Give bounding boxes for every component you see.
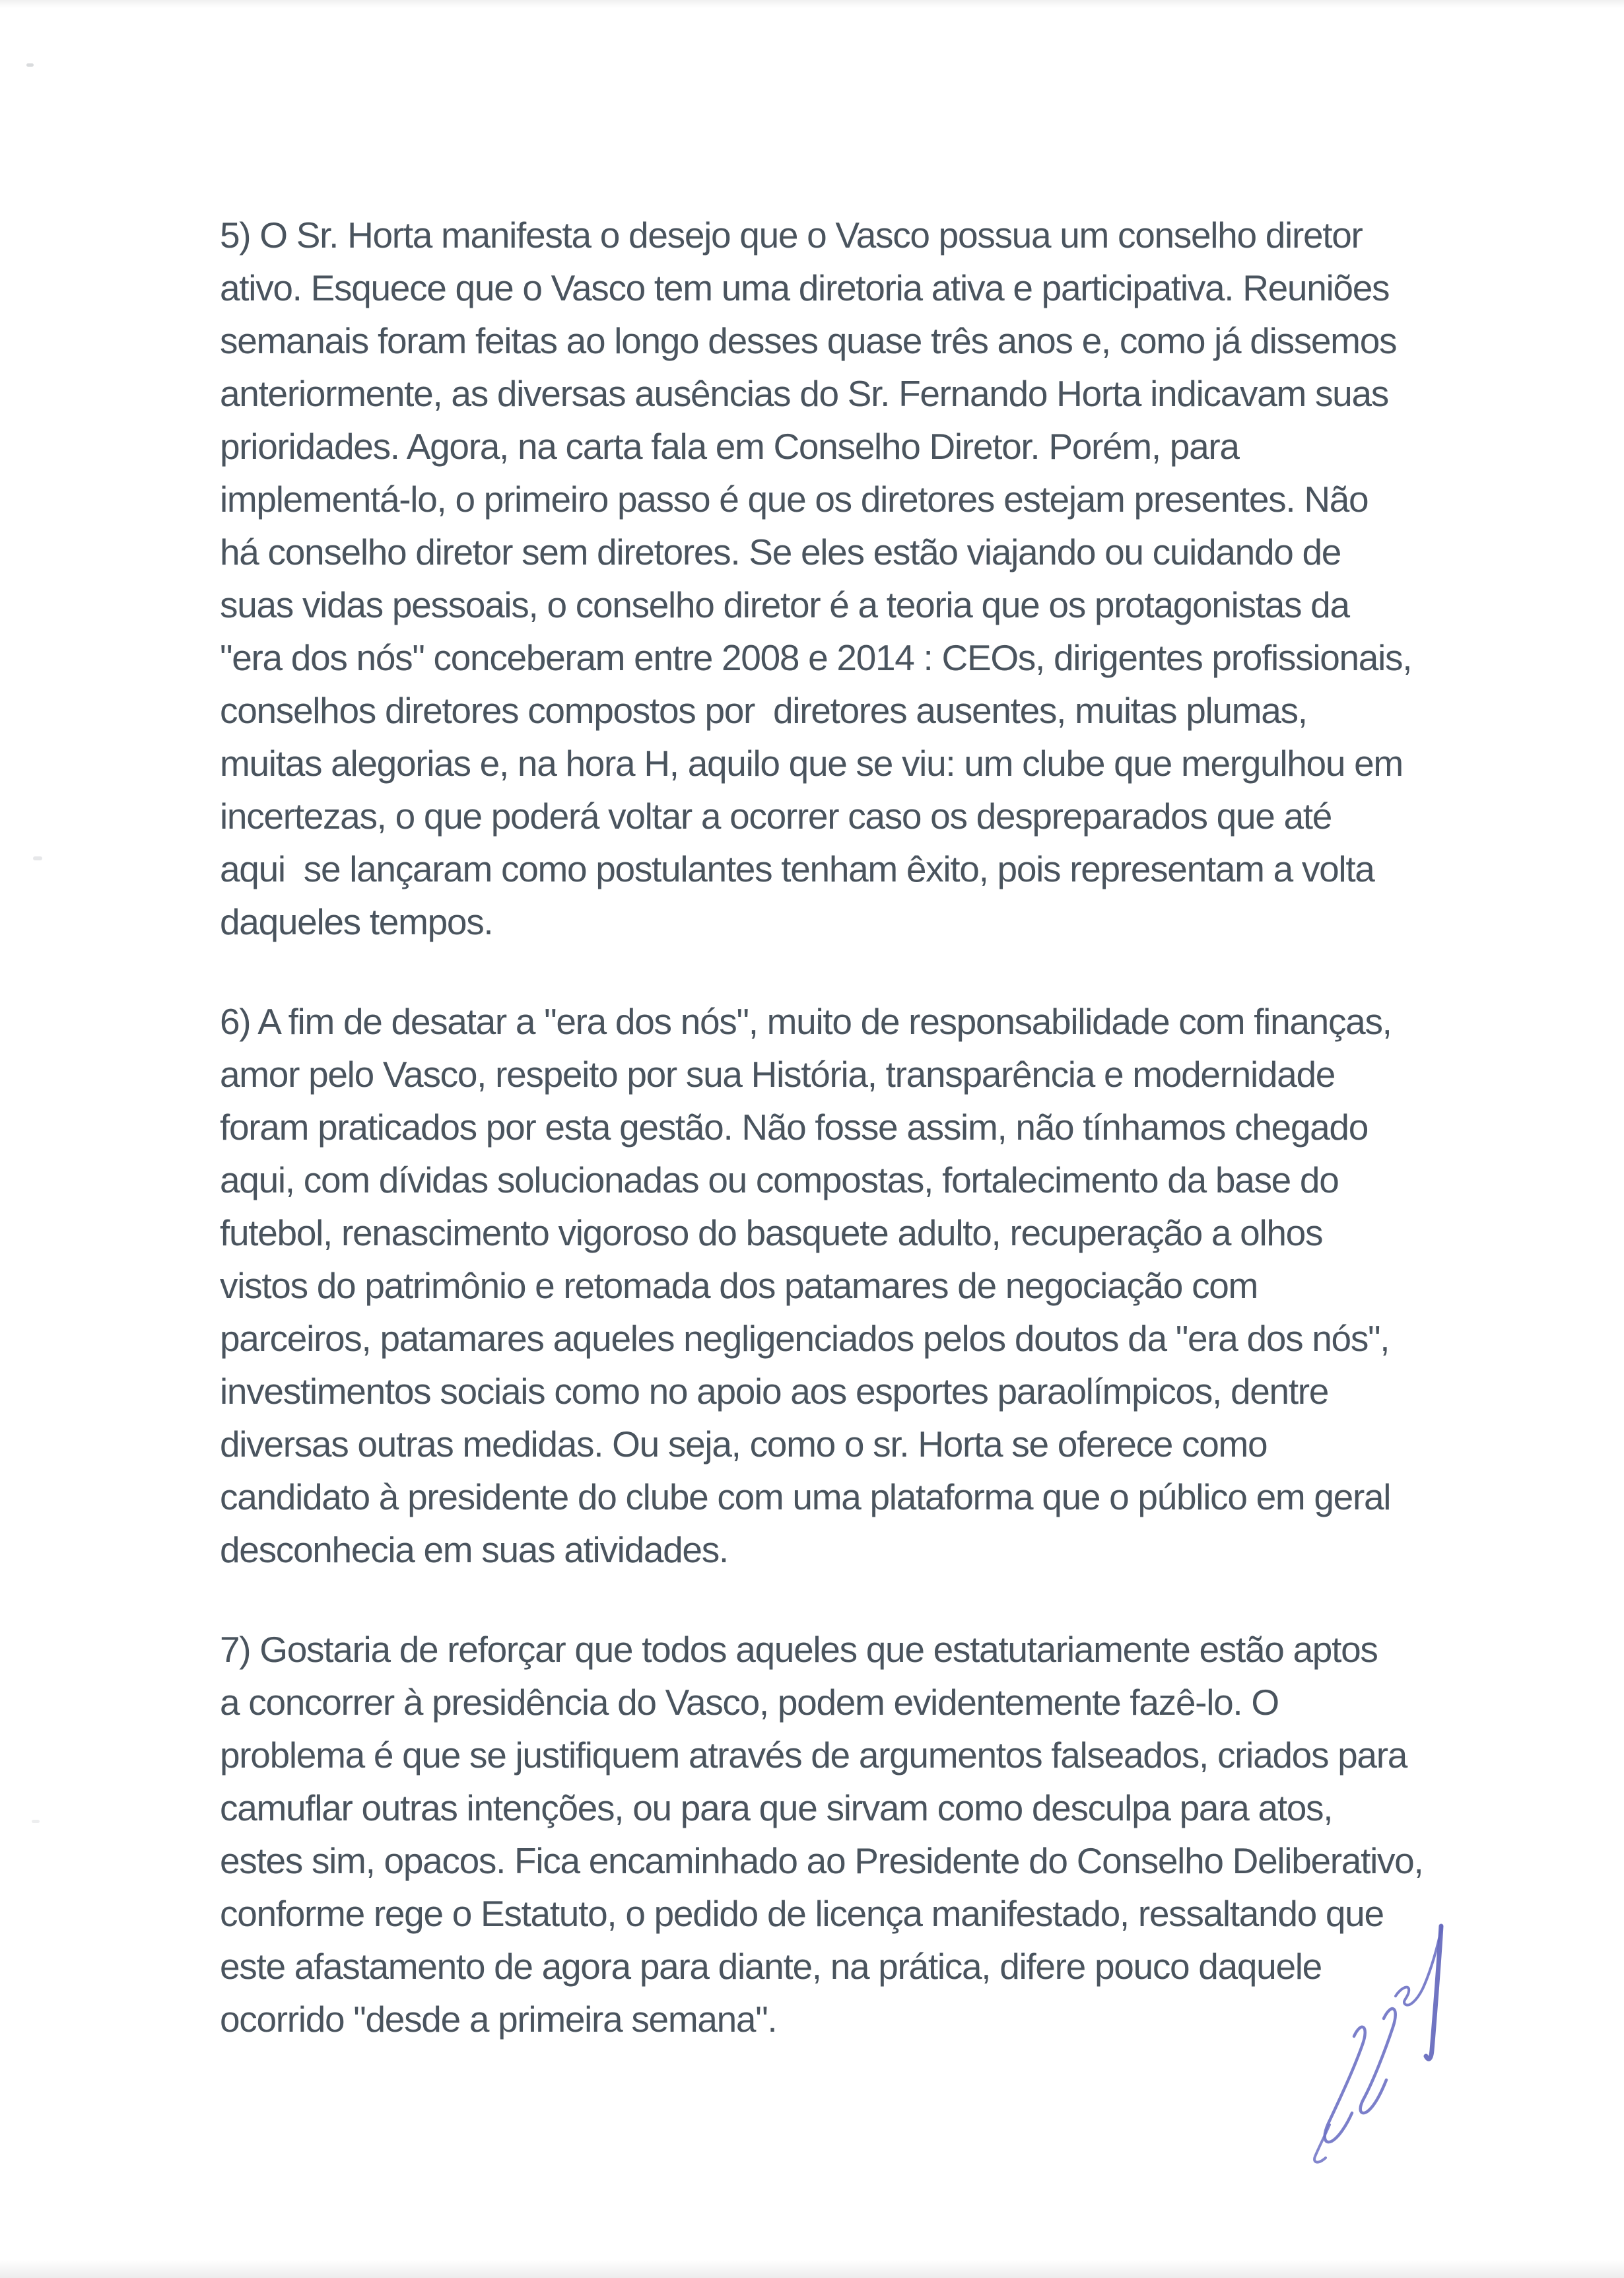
text-line: a concorrer à presidência do Vasco, podem evidentemente fazê-lo. O: [220, 1682, 1279, 1723]
text-line: ativo. Esquece que o Vasco tem uma diretoria ativa e participativa. Reuniões: [220, 267, 1390, 308]
text-line: incertezas, o que poderá voltar a ocorrer caso os despreparados que até: [220, 796, 1332, 837]
text-line: semanais foram feitas ao longo desses quase três anos e, como já dissemos: [220, 320, 1397, 361]
paragraph: [220, 209, 1448, 948]
text-line: vistos do patrimônio e retomada dos patamares de negociação com: [220, 1265, 1258, 1306]
text-line: camuflar outras intenções, ou para que sirvam como desculpa para atos,: [220, 1787, 1333, 1828]
text-line: "era dos nós" conceberam entre 2008 e 2014 : CEOs, dirigentes profissionais,: [220, 637, 1412, 678]
text-line: problema é que se justifiquem através de argumentos falseados, criados para: [220, 1735, 1407, 1776]
text-line: 5) O Sr. Horta manifesta o desejo que o Vasco possua um conselho diretor: [220, 215, 1363, 256]
scan-edge-shadow-top: [0, 0, 1624, 8]
text-line: aqui, com dívidas solucionadas ou compostas, fortalecimento da base do: [220, 1159, 1339, 1200]
text-line: este afastamento de agora para diante, na prática, difere pouco daquele: [220, 1946, 1322, 1987]
text-line: há conselho diretor sem diretores. Se eles estão viajando ou cuidando de: [220, 532, 1341, 572]
text-line: muitas alegorias e, na hora H, aquilo que se viu: um clube que mergulhou em: [220, 743, 1403, 784]
text-line: desconhecia em suas atividades.: [220, 1529, 728, 1570]
scan-artifact: [33, 856, 42, 860]
signature-ink: [1287, 1888, 1499, 2166]
text-line: implementá-lo, o primeiro passo é que os diretores estejam presentes. Não: [220, 479, 1369, 520]
text-line: candidato à presidente do clube com uma plataforma que o público em geral: [220, 1476, 1391, 1517]
scan-artifact: [26, 63, 34, 67]
text-line: conselhos diretores compostos por diretores ausentes, muitas plumas,: [220, 690, 1307, 731]
text-line: suas vidas pessoais, o conselho diretor é a teoria que os protagonistas da: [220, 584, 1349, 625]
text-line: amor pelo Vasco, respeito por sua História, transparência e modernidade: [220, 1054, 1336, 1095]
text-line: 7) Gostaria de reforçar que todos aqueles que estatutariamente estão aptos: [220, 1629, 1378, 1670]
text-line: anteriormente, as diversas ausências do Sr. Fernando Horta indicavam suas: [220, 373, 1388, 414]
scan-edge-shadow-bottom: [0, 2260, 1624, 2278]
text-line: futebol, renascimento vigoroso do basquete adulto, recuperação a olhos: [220, 1212, 1323, 1253]
text-line: foram praticados por esta gestão. Não fosse assim, não tínhamos chegado: [220, 1107, 1369, 1148]
paragraph: [220, 995, 1448, 1576]
text-line: ocorrido "desde a primeira semana".: [220, 1999, 777, 2040]
text-line: parceiros, patamares aqueles negligenciados pelos doutos da "era dos nós",: [220, 1318, 1390, 1359]
text-line: estes sim, opacos. Fica encaminhado ao Presidente do Conselho Deliberativo,: [220, 1840, 1423, 1881]
text-line: diversas outras medidas. Ou seja, como o sr. Horta se oferece como: [220, 1424, 1268, 1465]
signature: [1287, 1888, 1499, 2166]
text-line: 6) A fim de desatar a "era dos nós", muito de responsabilidade com finanças,: [220, 1001, 1392, 1042]
text-line: daqueles tempos.: [220, 901, 493, 942]
scan-artifact: [32, 1820, 40, 1823]
text-line: aqui se lançaram como postulantes tenham êxito, pois representam a volta: [220, 848, 1374, 889]
text-line: investimentos sociais como no apoio aos esportes paraolímpicos, dentre: [220, 1371, 1329, 1412]
text-line: prioridades. Agora, na carta fala em Conselho Diretor. Porém, para: [220, 426, 1239, 467]
document-body: [220, 209, 1448, 2046]
text-line: conforme rege o Estatuto, o pedido de licença manifestado, ressaltando que: [220, 1893, 1384, 1934]
paragraph: [220, 1623, 1448, 2046]
